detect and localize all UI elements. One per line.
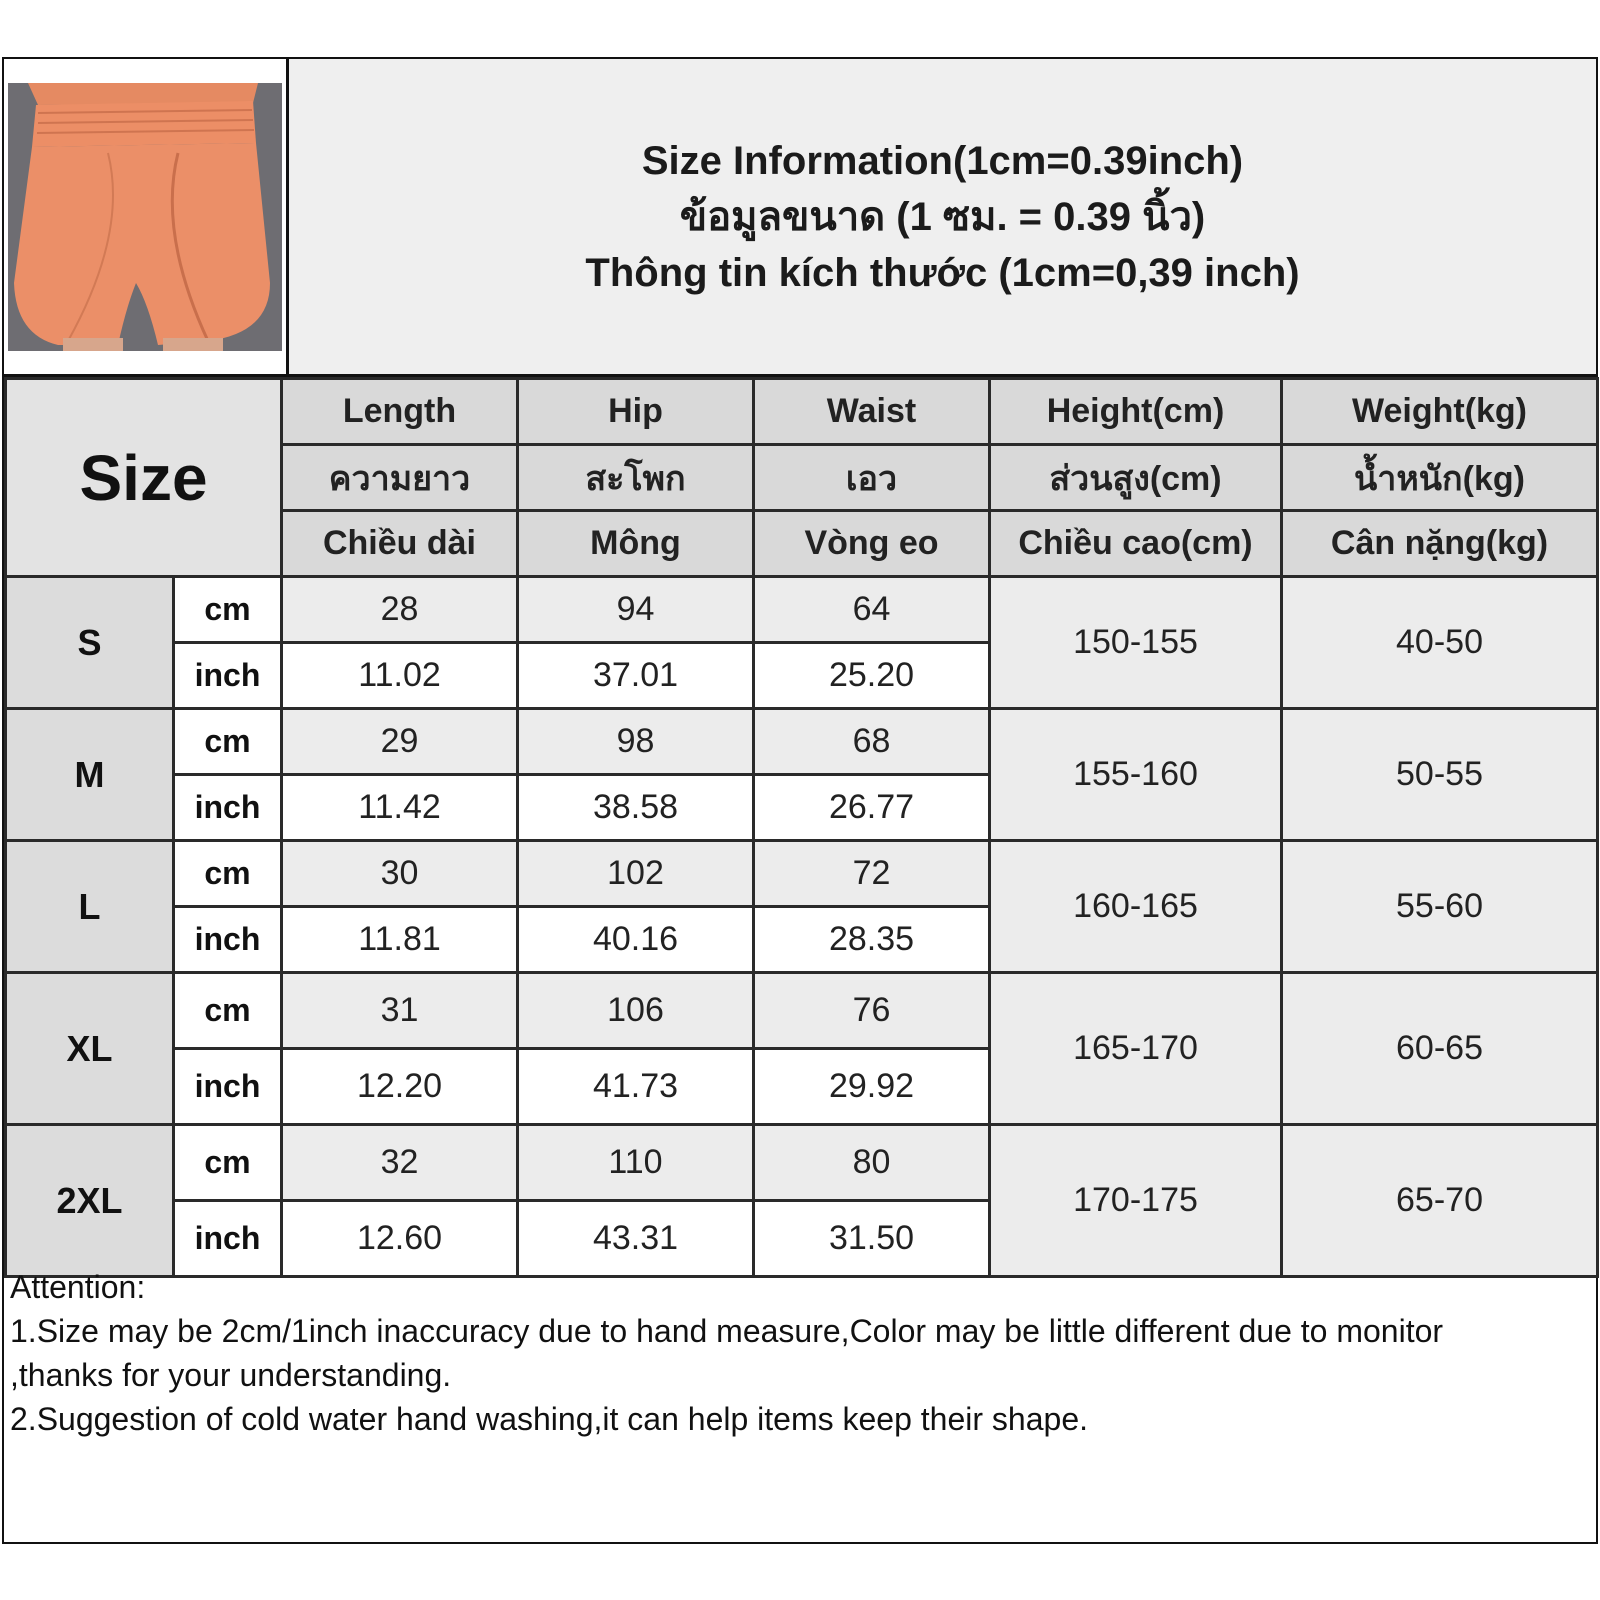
weight-range: 60-65 xyxy=(1282,973,1598,1125)
weight-range: 50-55 xyxy=(1282,709,1598,841)
attention-line-1-continued: ,thanks for your understanding. xyxy=(10,1357,452,1393)
hip-cm: 106 xyxy=(518,973,754,1049)
header-weight-en: Weight(kg) xyxy=(1282,379,1598,445)
waist-cm: 68 xyxy=(754,709,990,775)
waist-inch: 29.92 xyxy=(754,1049,990,1125)
height-range: 150-155 xyxy=(990,577,1282,709)
waist-inch: 31.50 xyxy=(754,1201,990,1277)
title-english: Size Information(1cm=0.39inch) xyxy=(641,138,1244,183)
title-vietnamese: Thông tin kích thước (1cm=0,39 inch) xyxy=(585,250,1300,295)
length-cm: 28 xyxy=(282,577,518,643)
length-cm: 29 xyxy=(282,709,518,775)
size-table xyxy=(4,377,1599,1278)
height-range: 170-175 xyxy=(990,1125,1282,1277)
height-range: 165-170 xyxy=(990,973,1282,1125)
hip-cm: 94 xyxy=(518,577,754,643)
size-label-s: S xyxy=(6,577,174,709)
size-label-2xl: 2XL xyxy=(6,1125,174,1277)
size-chart-sheet xyxy=(2,57,1598,1544)
unit-cm: cm xyxy=(174,1125,282,1201)
header-waist-th: เอว xyxy=(754,445,990,511)
waist-cm: 72 xyxy=(754,841,990,907)
header-height-vi: Chiều cao(cm) xyxy=(990,511,1282,577)
header-waist-vi: Vòng eo xyxy=(754,511,990,577)
header-height-th: ส่วนสูง(cm) xyxy=(990,445,1282,511)
title-box xyxy=(286,59,1596,374)
length-inch: 12.20 xyxy=(282,1049,518,1125)
title-thai: ข้อมูลขนาด (1 ซม. = 0.39 นิ้ว) xyxy=(679,194,1206,239)
chart-header xyxy=(4,59,1596,377)
length-inch: 11.81 xyxy=(282,907,518,973)
unit-cm: cm xyxy=(174,709,282,775)
header-length-vi: Chiều dài xyxy=(282,511,518,577)
hip-inch: 37.01 xyxy=(518,643,754,709)
height-range: 160-165 xyxy=(990,841,1282,973)
shorts-illustration xyxy=(8,83,282,351)
header-weight-th: น้ำหนัก(kg) xyxy=(1282,445,1598,511)
table-row xyxy=(6,709,1598,775)
waist-inch: 25.20 xyxy=(754,643,990,709)
length-cm: 31 xyxy=(282,973,518,1049)
table-row xyxy=(6,1125,1598,1201)
header-hip-en: Hip xyxy=(518,379,754,445)
unit-cm: cm xyxy=(174,841,282,907)
header-waist-en: Waist xyxy=(754,379,990,445)
unit-inch: inch xyxy=(174,775,282,841)
hip-inch: 40.16 xyxy=(518,907,754,973)
header-weight-vi: Cân nặng(kg) xyxy=(1282,511,1598,577)
unit-cm: cm xyxy=(174,973,282,1049)
header-hip-th: สะโพก xyxy=(518,445,754,511)
waist-inch: 28.35 xyxy=(754,907,990,973)
weight-range: 40-50 xyxy=(1282,577,1598,709)
header-hip-vi: Mông xyxy=(518,511,754,577)
hip-cm: 98 xyxy=(518,709,754,775)
header-height-en: Height(cm) xyxy=(990,379,1282,445)
weight-range: 65-70 xyxy=(1282,1125,1598,1277)
size-heading: Size xyxy=(6,379,282,577)
waist-inch: 26.77 xyxy=(754,775,990,841)
length-cm: 32 xyxy=(282,1125,518,1201)
unit-cm: cm xyxy=(174,577,282,643)
hip-cm: 110 xyxy=(518,1125,754,1201)
hip-inch: 38.58 xyxy=(518,775,754,841)
size-label-m: M xyxy=(6,709,174,841)
hip-cm: 102 xyxy=(518,841,754,907)
hip-inch: 41.73 xyxy=(518,1049,754,1125)
unit-inch: inch xyxy=(174,1201,282,1277)
weight-range: 55-60 xyxy=(1282,841,1598,973)
length-inch: 11.42 xyxy=(282,775,518,841)
waist-cm: 80 xyxy=(754,1125,990,1201)
waist-cm: 64 xyxy=(754,577,990,643)
hip-inch: 43.31 xyxy=(518,1201,754,1277)
attention-line-1: 1.Size may be 2cm/1inch inaccuracy due to hand measure,Color may be little different due to monitor xyxy=(10,1313,1444,1349)
table-row xyxy=(6,841,1598,907)
length-cm: 30 xyxy=(282,841,518,907)
header-length-th: ความยาว xyxy=(282,445,518,511)
attention-heading: Attention: xyxy=(10,1269,146,1305)
table-row xyxy=(6,577,1598,643)
table-row xyxy=(6,973,1598,1049)
size-label-xl: XL xyxy=(6,973,174,1125)
length-inch: 11.02 xyxy=(282,643,518,709)
unit-inch: inch xyxy=(174,1049,282,1125)
unit-inch: inch xyxy=(174,907,282,973)
waist-cm: 76 xyxy=(754,973,990,1049)
attention-line-2: 2.Suggestion of cold water hand washing,it can help items keep their shape. xyxy=(10,1401,1088,1437)
unit-inch: inch xyxy=(174,643,282,709)
orange-shorts-photo xyxy=(8,83,282,351)
attention-notes xyxy=(10,1265,1590,1441)
height-range: 155-160 xyxy=(990,709,1282,841)
length-inch: 12.60 xyxy=(282,1201,518,1277)
size-label-l: L xyxy=(6,841,174,973)
header-length-en: Length xyxy=(282,379,518,445)
